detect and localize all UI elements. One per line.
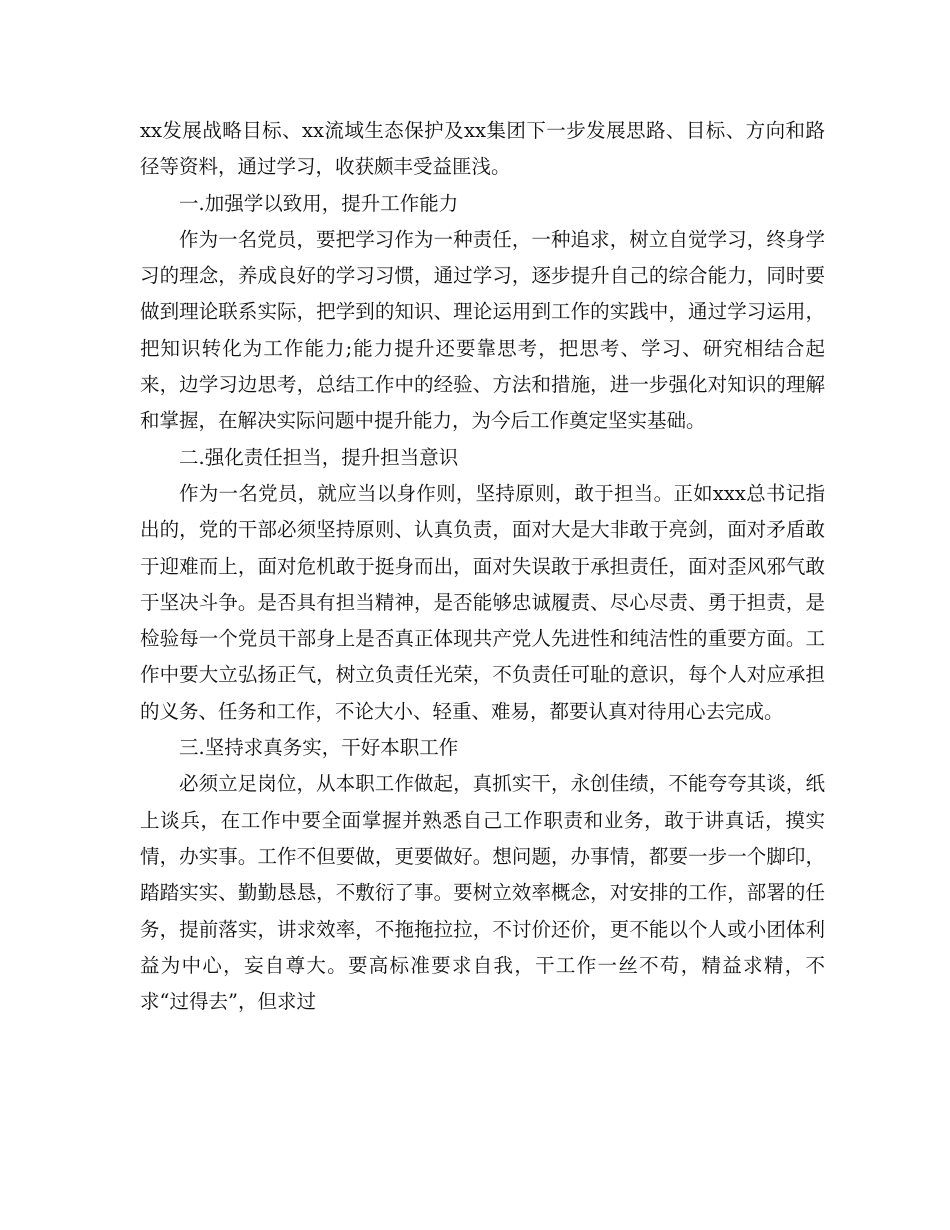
paragraph-section-1: 作为一名党员，要把学习作为一种责任，一种追求，树立自觉学习，终身学习的理念，养成良好的学习习惯，通过学习，逐步提升自己的综合能力，同时要做到理论联系实际，把学到的知识、理论运用到工作的实践中，通过学习运用，把知识转化为工作能力;能力提升还要靠思考，把思考、学习、研究相结合起来，边学习边思考，总结工作中的经验、方法和措施，进一步强化对知识的理解和掌握，在解决实际问题中提升能力，为今后工作奠定坚实基础。 (140, 227, 825, 433)
paragraph-section-3: 必须立足岗位，从本职工作做起，真抓实干，永创佳绩，不能夸夸其谈，纸上谈兵，在工作中要全面掌握并熟悉自己工作职责和业务，敢于讲真话，摸实情，办实事。工作不但要做，更要做好。想问题，办事情，都要一步一个脚印，踏踏实实、勤勤恳恳，不敷衍了事。要树立效率概念，对安排的工作，部署的任务，提前落实，讲求效率，不拖拖拉拉，不讨价还价，更不能以个人或小团体利益为中心，妄自尊大。要高标准要求自我，干工作一丝不苟，精益求精，不求“过得去”，但求过 (140, 772, 825, 1014)
paragraph-section-2: 作为一名党员，就应当以身作则，坚持原则，敢于担当。正如xxx总书记指出的，党的干部必须坚持原则、认真负责，面对大是大非敢于亮剑，面对矛盾敢于迎难而上，面对危机敢于挺身而出，面对失误敢于承担责任，面对歪风邪气敢于坚决斗争。是否具有担当精神，是否能够忠诚履责、尽心尽责、勇于担责，是检验每一个党员干部身上是否真正体现共产党人先进性和纯洁性的重要方面。工作中要大立弘扬正气，树立负责任光荣，不负责任可耻的意识，每个人对应承担的义务、任务和工作，不论大小、轻重、难易，都要认真对待用心去完成。 (140, 481, 825, 723)
section-heading-3: 三.坚持求真务实，干好本职工作 (179, 736, 459, 760)
section-heading-2: 二.强化责任担当，提升担当意识 (179, 445, 459, 469)
paragraph-intro: xx发展战略目标、xx流域生态保护及xx集团下一步发展思路、目标、方向和路径等资料，通过学习，收获颇丰受益匪浅。 (140, 119, 825, 179)
document-page (140, 113, 825, 1020)
section-heading-1: 一.加强学以致用，提升工作能力 (179, 191, 459, 215)
